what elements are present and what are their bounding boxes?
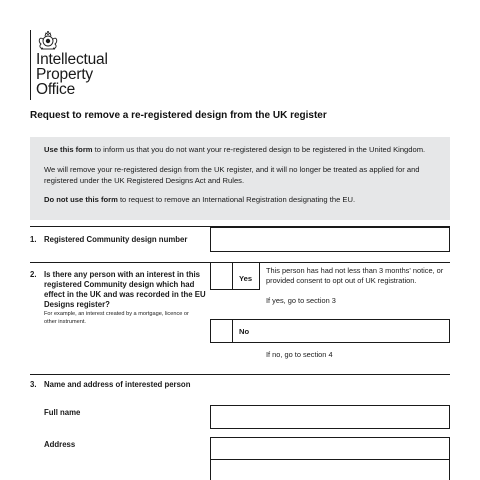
info-p3-text: to request to remove an International Registration designating the EU.	[117, 195, 356, 204]
no-checkbox[interactable]	[211, 320, 233, 342]
info-paragraph-3	[44, 194, 436, 205]
page-title: Request to remove a re-registered design from the UK register	[30, 110, 327, 121]
section-1-label: Registered Community design number	[44, 235, 188, 244]
no-goto-text: If no, go to section 4	[266, 350, 333, 359]
yes-checkbox[interactable]	[211, 263, 233, 289]
logo-wordmark	[36, 52, 108, 97]
info-p1-text: to inform us that you do not want your re-registered design to be registered in the United Kingdom.	[92, 145, 426, 154]
no-option[interactable]	[210, 319, 450, 343]
yes-label: Yes	[239, 274, 253, 283]
logo-rule	[30, 30, 31, 100]
section-2-note: For example, an interest created by a mortgage, licence or other instrument.	[44, 311, 189, 325]
yes-goto-text: If yes, go to section 3	[266, 296, 336, 305]
address-line-2-field[interactable]	[210, 459, 450, 480]
royal-crest-icon	[34, 28, 62, 52]
info-p3-bold: Do not use this form	[44, 195, 118, 204]
design-number-field[interactable]	[210, 227, 450, 252]
info-paragraph-2: We will remove your re-registered design from the UK register, and it will no longer be treated as applied for and registered under the UK Registered Designs Act and Rules.	[44, 165, 420, 185]
no-label: No	[239, 327, 250, 336]
yes-option[interactable]	[210, 262, 260, 290]
logo-line-1: Intellectual	[36, 51, 108, 68]
info-paragraph-1	[44, 144, 436, 155]
address-label: Address	[44, 440, 76, 449]
yes-description: This person has had not less than 3 months' notice, or provided consent to opt out of UK registration.	[266, 266, 444, 285]
section-3-divider	[30, 374, 450, 375]
full-name-label: Full name	[44, 408, 81, 417]
info-box	[30, 137, 450, 220]
logo-line-3: Office	[36, 81, 76, 98]
full-name-field[interactable]	[210, 405, 450, 429]
info-p1-bold: Use this form	[44, 145, 93, 154]
address-line-1-field[interactable]	[210, 437, 450, 460]
section-3-number: 3.	[30, 380, 37, 389]
section-3-label: Name and address of interested person	[44, 380, 191, 389]
logo-line-2: Property	[36, 66, 93, 83]
section-1-number: 1.	[30, 235, 37, 244]
section-2-label: Is there any person with an interest in this registered Community design which had effect in the UK and was recorded in the EU Designs register?	[44, 270, 206, 309]
section-2-number: 2.	[30, 270, 37, 279]
